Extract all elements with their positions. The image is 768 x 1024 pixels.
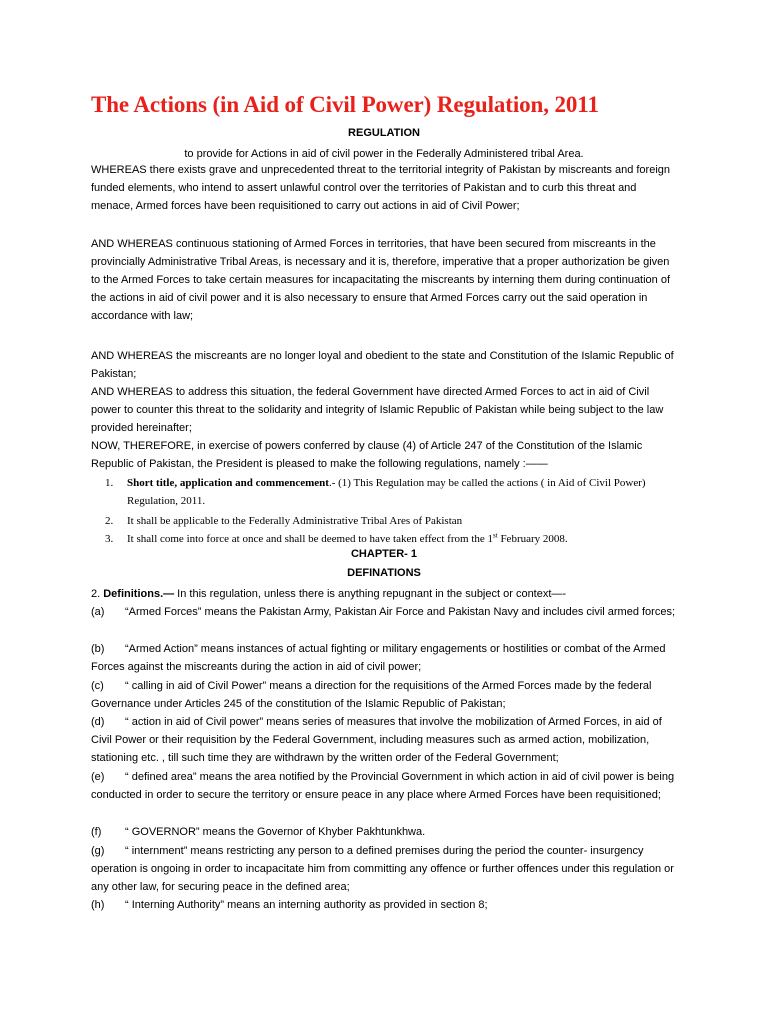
list-item-bold: Short title, application and commencement bbox=[127, 477, 329, 489]
definition-g bbox=[91, 842, 681, 896]
definition-label: (d) bbox=[91, 716, 105, 728]
definition-label: (c) bbox=[91, 680, 104, 692]
intro-line: to provide for Actions in aid of civil power in the Federally Administered tribal Area. bbox=[184, 148, 584, 160]
list-item-text: It shall come into force at once and shall be deemed to have taken effect from the 1st February 2008. bbox=[127, 531, 568, 545]
definition-text: “ calling in aid of Civil Power” means a direction for the requisitions of the Armed Forces made by the federal Governance under Articles 245 of the constitution of the Islamic Republic of Pakistan; bbox=[91, 680, 652, 710]
list-item-text: It shall be applicable to the Federally Administrative Tribal Ares of Pakistan bbox=[127, 515, 463, 527]
definition-label: (b) bbox=[91, 643, 105, 655]
chapter-title: DEFINATIONS bbox=[347, 567, 421, 579]
list-item-text: Short title, application and commencement.- (1) This Regulation may be called the actions ( in Aid of Civil Power) Regulation, 2011. bbox=[127, 477, 646, 507]
definition-label: (h) bbox=[91, 899, 105, 911]
definition-f bbox=[91, 823, 681, 841]
definition-text: “Armed Action” means instances of actual fighting or military engagements or hostilities or combat of the Armed Forces against the miscreants during the action in aid of civil power; bbox=[91, 643, 666, 673]
chapter-heading: CHAPTER- 1 bbox=[350, 548, 417, 560]
document-title: The Actions (in Aid of Civil Power) Regulation, 2011 bbox=[91, 92, 599, 117]
list-item-number: 1. bbox=[105, 477, 114, 489]
definition-d bbox=[91, 713, 681, 767]
definition-label: (g) bbox=[91, 845, 105, 857]
definition-h bbox=[91, 896, 681, 914]
definitions-intro: 2. Definitions.— In this regulation, unless there is anything repugnant in the subject or context—- bbox=[91, 588, 567, 600]
definition-a bbox=[91, 603, 681, 621]
definition-label: (e) bbox=[91, 771, 105, 783]
definition-label: (a) bbox=[91, 606, 105, 618]
definition-c bbox=[91, 677, 681, 713]
paragraph-whereas-1: WHEREAS there exists grave and unprecedented threat to the territorial integrity of Pakistan by miscreants and foreign funded elements, who intend to assert unlawful control over the territories of Pakistan and to curb this threat and menace, Armed forces have been requisitioned to carry out actions in aid of Civil Power; bbox=[91, 164, 671, 212]
definition-label: (f) bbox=[91, 826, 102, 838]
paragraph-now-therefore: NOW, THEREFORE, in exercise of powers conferred by clause (4) of Article 247 of the Constitution of the Islamic Republic of Pakistan, the President is pleased to make the following regulations, namely :—— bbox=[91, 440, 643, 470]
paragraph-whereas-3: AND WHEREAS the miscreants are no longer loyal and obedient to the state and Constitution of the Islamic Republic of Pakistan; bbox=[91, 350, 674, 380]
definition-text: “ internment” means restricting any person to a defined premises during the period the counter- insurgency operation is ongoing in order to incapacitate him from committing any offence or further offences under this regulation or any other law, for securing peace in the defined area; bbox=[91, 845, 674, 893]
definition-text: “ GOVERNOR” means the Governor of Khyber Pakhtunkhwa. bbox=[125, 826, 426, 838]
definition-text: “ Interning Authority” means an interning authority as provided in section 8; bbox=[125, 899, 488, 911]
definition-e bbox=[91, 768, 681, 804]
list-item-number: 3. bbox=[105, 533, 114, 545]
paragraph-whereas-2: AND WHEREAS continuous stationing of Armed Forces in territories, that have been secured from miscreants in the provincially Administrative Tribal Areas, is necessary and it is, therefore, imperative that a proper authorization be given to the Armed Forces to take certain measures for incapacitating the miscreants by interning them during continuation of the actions in aid of civil power and it is also necessary to ensure that Armed Forces carry out the said operation in accordance with law; bbox=[91, 238, 671, 322]
paragraph-whereas-4: AND WHEREAS to address this situation, the federal Government have directed Armed Forces to act in aid of Civil power to counter this threat to the solidarity and integrity of Islamic Republic of Pakistan while being subject to the law provided hereinafter; bbox=[91, 386, 664, 434]
definition-text: “ defined area” means the area notified by the Provincial Government in which action in aid of civil power is being conducted in order to secure the territory or ensure peace in any place where Armed Forces have been requisitioned; bbox=[91, 771, 675, 801]
definition-b bbox=[91, 640, 681, 676]
definition-text: “ action in aid of Civil power” means series of measures that involve the mobilization of Armed Forces, in aid of Civil Power or their requisition by the Federal Government, including measures such as armed action, mobilization, stationing etc. , till such time they are withdrawn by the written order of the Federal Government; bbox=[91, 716, 662, 764]
list-item-number: 2. bbox=[105, 515, 114, 527]
heading-regulation: REGULATION bbox=[348, 127, 420, 139]
definition-text: “Armed Forces” means the Pakistan Army, Pakistan Air Force and Pakistan Navy and includes civil armed forces; bbox=[125, 606, 676, 618]
